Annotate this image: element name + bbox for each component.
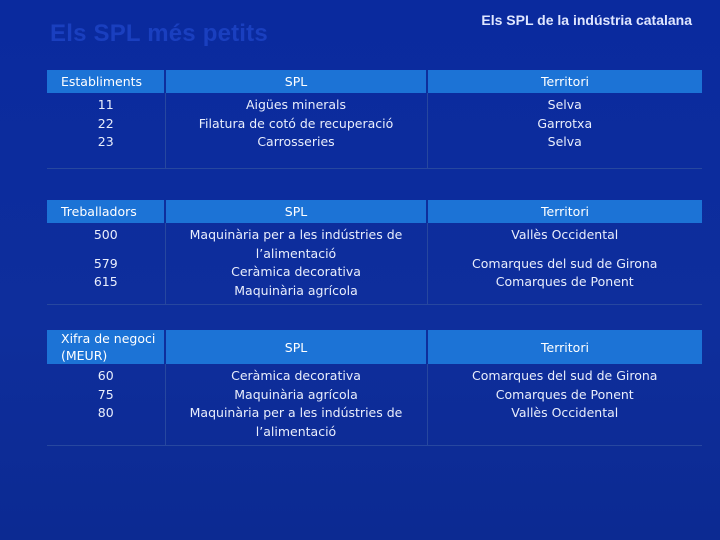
value: 11 <box>97 97 114 112</box>
value: Filatura de cotó de recuperació <box>198 115 394 131</box>
slide-title: Els SPL més petits <box>50 20 268 47</box>
value: Ceràmica decorativa <box>231 368 361 383</box>
header-territori: Territori <box>427 330 702 364</box>
value: 615 <box>93 274 118 289</box>
value: 80 <box>97 405 114 420</box>
value: Maquinària agrícola <box>234 282 358 298</box>
value: 23 <box>97 134 114 149</box>
value: Maquinària agrícola <box>234 386 358 402</box>
spl-cell <box>165 93 427 168</box>
table-xifra-negoci <box>47 330 702 446</box>
value: Vallès Occidental <box>511 405 619 420</box>
spl-cell <box>165 364 427 446</box>
value: 579 <box>93 255 118 271</box>
header-spl: SPL <box>165 330 427 364</box>
spl-cell <box>165 223 427 305</box>
value: l’alimentació <box>255 245 337 261</box>
value: l’alimentació <box>255 423 337 439</box>
territori-cell <box>427 93 702 168</box>
value: Aigües minerals <box>245 97 347 112</box>
table-row <box>47 364 702 446</box>
header-establiments: Establiments <box>47 70 165 93</box>
establiments-cell <box>47 93 165 168</box>
value: 60 <box>97 368 114 383</box>
table-establiments <box>47 70 702 169</box>
value: 75 <box>97 386 114 402</box>
value: Comarques de Ponent <box>495 386 634 402</box>
treballadors-cell <box>47 223 165 305</box>
value: 500 <box>93 227 118 242</box>
table-row <box>47 223 702 305</box>
value: Vallès Occidental <box>511 227 619 242</box>
value: 22 <box>97 115 114 131</box>
table-treballadors <box>47 200 702 305</box>
header-spl: SPL <box>165 200 427 223</box>
header-xifra-negoci: Xifra de negoci (MEUR) <box>47 330 165 364</box>
slide-heading: Els SPL de la indústria catalana <box>481 12 692 28</box>
value: Comarques del sud de Girona <box>472 255 658 271</box>
value: Selva <box>547 134 582 149</box>
value: Garrotxa <box>537 115 593 131</box>
value: Comarques de Ponent <box>495 274 634 289</box>
xifra-negoci-cell <box>47 364 165 446</box>
table-header-row <box>47 70 702 93</box>
header-territori: Territori <box>427 70 702 93</box>
territori-cell <box>427 223 702 305</box>
value: Carrosseries <box>257 134 335 149</box>
value: Maquinària per a les indústries de <box>189 405 403 420</box>
header-territori: Territori <box>427 200 702 223</box>
header-treballadors: Treballadors <box>47 200 165 223</box>
table-header-row <box>47 330 702 364</box>
value: Selva <box>547 97 582 112</box>
territori-cell <box>427 364 702 446</box>
table-row <box>47 93 702 168</box>
table-header-row <box>47 200 702 223</box>
value: Maquinària per a les indústries de <box>189 227 403 242</box>
value: Ceràmica decorativa <box>231 264 361 279</box>
value: Comarques del sud de Girona <box>472 368 658 383</box>
header-spl: SPL <box>165 70 427 93</box>
